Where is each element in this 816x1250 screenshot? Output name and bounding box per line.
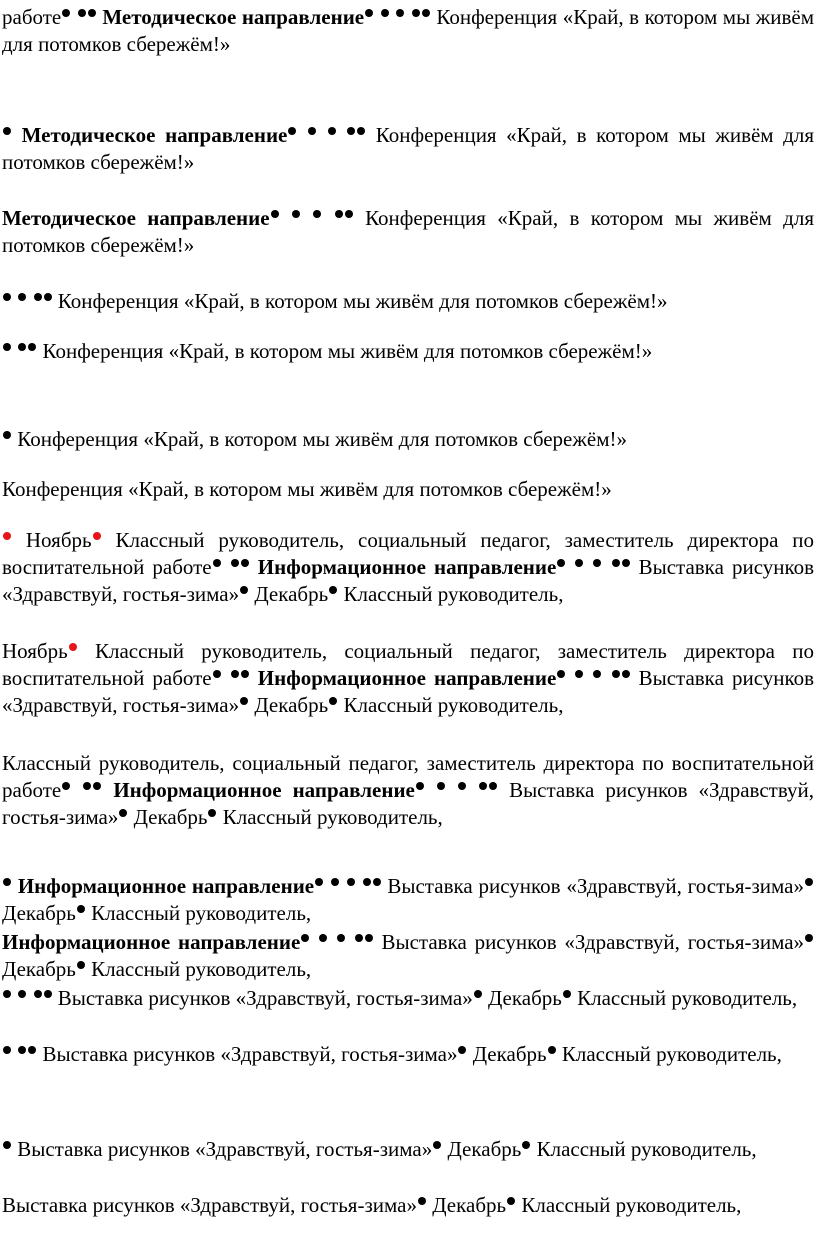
paragraph-13 <box>2 985 814 1012</box>
conference-text: Конференция «Край, в котором мы живём для потомков сбережём!» <box>2 5 815 56</box>
exhibition-text: Выставка рисунков «Здравствуй, гостья-зима» <box>2 666 815 717</box>
text-work: работе <box>152 555 212 579</box>
exhibition-text: Выставка рисунков «Здравствуй, гостья-зима» <box>42 1042 458 1066</box>
paragraph-3 <box>2 205 814 259</box>
bullet-icon <box>522 1141 530 1149</box>
month-december: Декабрь <box>472 1042 547 1066</box>
bullet-icon <box>381 9 389 17</box>
bullet-icon <box>93 782 101 790</box>
month-november: Ноябрь <box>2 639 68 663</box>
bullet-icon <box>593 559 601 567</box>
conference-text: Конференция «Край, в котором мы живём для потомков сбережём!» <box>42 339 653 363</box>
paragraph-12 <box>2 929 814 983</box>
bullet-icon <box>34 990 42 998</box>
bullet-icon <box>479 782 487 790</box>
paragraph-10 <box>2 750 814 831</box>
class-teacher-text: Классный руководитель, <box>561 1042 782 1066</box>
bullet-icon <box>62 782 70 790</box>
bullet-icon <box>3 1046 11 1054</box>
bullet-icon <box>18 990 26 998</box>
exhibition-text: Выставка рисунков «Здравствуй, гостья-зима» <box>2 1193 417 1217</box>
exhibition-text: Выставка рисунков «Здравствуй, гостья-зима» <box>387 874 805 898</box>
text-work: работе <box>2 5 62 29</box>
bullet-icon <box>612 559 620 567</box>
responsible-text: Классный руководитель, социальный педагог, заместитель директора по воспитательной <box>2 528 815 579</box>
conference-text: Конференция «Край, в котором мы живём для потомков сбережём!» <box>2 206 815 257</box>
bullet-icon <box>18 343 26 351</box>
bullet-icon <box>292 210 300 218</box>
class-teacher-text: Классный руководитель, <box>521 1193 742 1217</box>
info-direction-heading: Информационное направление <box>2 930 301 954</box>
paragraph-9 <box>2 638 814 719</box>
bullet-icon <box>88 9 96 17</box>
bullet-icon <box>557 559 565 567</box>
bullet-icon <box>437 782 445 790</box>
class-teacher-text: Классный руководитель, <box>577 986 798 1010</box>
bullet-icon <box>433 1141 441 1149</box>
paragraph-1 <box>2 4 814 58</box>
responsible-text: Классный руководитель, социальный педагог, заместитель директора по воспитательной <box>2 639 815 690</box>
bullet-icon <box>805 878 813 886</box>
bullet-icon <box>213 559 221 567</box>
bullet-icon <box>231 670 239 678</box>
bullet-icon <box>622 559 630 567</box>
bullet-icon <box>347 878 355 886</box>
bullet-icon <box>78 9 86 17</box>
month-december: Декабрь <box>487 986 562 1010</box>
conference-text: Конференция «Край, в котором мы живём для потомков сбережём!» <box>2 123 815 174</box>
bullet-icon <box>396 9 404 17</box>
class-teacher-text: Классный руководитель, <box>343 693 564 717</box>
info-direction-heading: Информационное направление <box>17 874 315 898</box>
bullet-icon <box>331 878 339 886</box>
paragraph-11 <box>2 873 814 927</box>
paragraph-2 <box>2 122 814 176</box>
bullet-icon <box>557 670 565 678</box>
bullet-icon <box>28 1046 36 1054</box>
month-december: Декабрь <box>447 1137 522 1161</box>
exhibition-text: Выставка рисунков «Здравствуй, гостья-зима» <box>2 778 815 829</box>
bullet-icon <box>363 878 371 886</box>
conference-text: Конференция «Край, в котором мы живём для потомков сбережём!» <box>57 289 668 313</box>
paragraph-4 <box>2 288 814 315</box>
info-direction-heading: Информационное направление <box>257 555 557 579</box>
responsible-text: Классный руководитель, социальный педагог, заместитель директора по воспитательной работе <box>2 751 814 802</box>
bullet-icon <box>335 210 343 218</box>
red-bullet-icon <box>3 532 11 540</box>
bullet-icon <box>301 934 309 942</box>
paragraph-14 <box>2 1041 814 1068</box>
red-bullet-icon <box>93 532 101 540</box>
bullet-icon <box>77 961 85 969</box>
bullet-icon <box>328 127 336 135</box>
month-december: Декабрь <box>432 1193 507 1217</box>
month-december: Декабрь <box>254 693 329 717</box>
paragraph-7 <box>2 476 814 503</box>
bullet-icon <box>418 1197 426 1205</box>
exhibition-text: Выставка рисунков «Здравствуй, гостья-зима» <box>57 986 473 1010</box>
bullet-icon <box>337 934 345 942</box>
bullet-icon <box>44 293 52 301</box>
bullet-icon <box>3 878 11 886</box>
method-direction-heading: Методическое направление <box>21 123 288 147</box>
bullet-icon <box>345 210 353 218</box>
month-december: Декабрь <box>2 957 76 981</box>
info-direction-heading: Информационное направление <box>257 666 557 690</box>
info-direction-heading: Информационное направление <box>113 778 415 802</box>
bullet-icon <box>355 934 363 942</box>
bullet-icon <box>313 210 321 218</box>
bullet-icon <box>347 127 355 135</box>
bullet-icon <box>593 670 601 678</box>
red-bullet-icon <box>69 643 77 651</box>
bullet-icon <box>622 670 630 678</box>
bullet-icon <box>18 1046 26 1054</box>
class-teacher-text: Классный руководитель, <box>91 957 312 981</box>
bullet-icon <box>315 878 323 886</box>
bullet-icon <box>612 670 620 678</box>
bullet-icon <box>3 343 11 351</box>
class-teacher-text: Классный руководитель, <box>343 582 564 606</box>
paragraph-8 <box>2 527 814 608</box>
bullet-icon <box>34 293 42 301</box>
bullet-icon <box>365 9 373 17</box>
bullet-icon <box>3 293 11 301</box>
bullet-icon <box>416 782 424 790</box>
bullet-icon <box>422 9 430 17</box>
month-december: Декабрь <box>133 805 208 829</box>
bullet-icon <box>83 782 91 790</box>
bullet-icon <box>329 697 337 705</box>
exhibition-text: Выставка рисунков «Здравствуй, гостья-зима» <box>381 930 805 954</box>
class-teacher-text: Классный руководитель, <box>536 1137 757 1161</box>
bullet-icon <box>119 809 127 817</box>
bullet-icon <box>548 1046 556 1054</box>
bullet-icon <box>62 9 70 17</box>
bullet-icon <box>213 670 221 678</box>
bullet-icon <box>3 1141 11 1149</box>
bullet-icon <box>805 934 813 942</box>
bullet-icon <box>365 934 373 942</box>
bullet-icon <box>44 990 52 998</box>
bullet-icon <box>288 127 296 135</box>
bullet-icon <box>77 905 85 913</box>
bullet-icon <box>458 782 466 790</box>
bullet-icon <box>357 127 365 135</box>
bullet-icon <box>3 127 11 135</box>
bullet-icon <box>575 670 583 678</box>
paragraph-16 <box>2 1192 814 1219</box>
method-direction-heading: Методическое направление <box>102 5 365 29</box>
bullet-icon <box>3 431 11 439</box>
paragraph-15 <box>2 1136 814 1163</box>
bullet-icon <box>412 9 420 17</box>
exhibition-text: Выставка рисунков «Здравствуй, гостья-зима» <box>2 555 815 606</box>
month-december: Декабрь <box>254 582 329 606</box>
text-work: работе <box>152 666 212 690</box>
bullet-icon <box>240 586 248 594</box>
bullet-icon <box>241 559 249 567</box>
bullet-icon <box>474 990 482 998</box>
month-december: Декабрь <box>2 901 76 925</box>
bullet-icon <box>231 559 239 567</box>
bullet-icon <box>3 990 11 998</box>
paragraph-6 <box>2 426 814 453</box>
class-teacher-text: Классный руководитель, <box>91 901 312 925</box>
bullet-icon <box>208 809 216 817</box>
bullet-icon <box>271 210 279 218</box>
bullet-icon <box>241 670 249 678</box>
bullet-icon <box>329 586 337 594</box>
bullet-icon <box>373 878 381 886</box>
exhibition-text: Выставка рисунков «Здравствуй, гостья-зима» <box>17 1137 433 1161</box>
conference-text: Конференция «Край, в котором мы живём для потомков сбережём!» <box>2 477 612 501</box>
method-direction-heading: Методическое направление <box>2 206 270 230</box>
bullet-icon <box>575 559 583 567</box>
bullet-icon <box>489 782 497 790</box>
month-november: Ноябрь <box>25 528 92 552</box>
bullet-icon <box>507 1197 515 1205</box>
bullet-icon <box>563 990 571 998</box>
bullet-icon <box>240 697 248 705</box>
bullet-icon <box>18 293 26 301</box>
bullet-icon <box>319 934 327 942</box>
paragraph-5 <box>2 338 814 365</box>
bullet-icon <box>308 127 316 135</box>
conference-text: Конференция «Край, в котором мы живём для потомков сбережём!» <box>17 427 627 451</box>
class-teacher-text: Классный руководитель, <box>222 805 443 829</box>
bullet-icon <box>458 1046 466 1054</box>
bullet-icon <box>28 343 36 351</box>
